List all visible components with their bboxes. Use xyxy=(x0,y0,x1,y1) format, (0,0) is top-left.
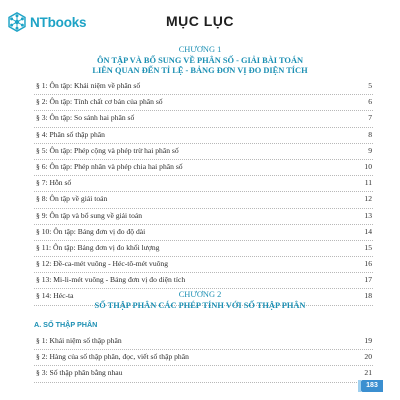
toc-item[interactable] xyxy=(34,144,373,160)
toc-item-page: 15 xyxy=(364,242,372,252)
page-number-tab: 183 xyxy=(361,380,383,392)
toc-item-page: 16 xyxy=(364,259,372,269)
toc-item-label: § 7: Hỗn số xyxy=(36,178,72,188)
chapter-2-toc-list xyxy=(34,334,373,383)
chapter-1-heading xyxy=(0,45,400,77)
toc-item-page: 10 xyxy=(364,161,372,171)
toc-item[interactable] xyxy=(34,176,373,192)
toc-item-page: 20 xyxy=(364,352,372,362)
toc-item[interactable] xyxy=(34,241,373,257)
toc-item-page: 19 xyxy=(364,336,372,345)
chapter-2-title: SỐ THẬP PHÂN CÁC PHÉP TÍNH VỚI SỐ THẬP PHÂN xyxy=(94,300,306,310)
chapter-1-title-line-2: LIÊN QUAN ĐẾN TỈ LỆ - BẢNG ĐƠN VỊ ĐO DIỆN TÍCH xyxy=(92,66,308,75)
toc-item-label: § 9: Ôn tập và bổ sung về giải toán xyxy=(36,210,143,220)
toc-item-page: 5 xyxy=(368,81,372,90)
toc-item[interactable] xyxy=(34,366,373,382)
toc-item-label: § 1: Ôn tập: Khái niệm về phân số xyxy=(36,81,141,90)
chapter-1-toc-list xyxy=(34,79,373,306)
toc-item[interactable] xyxy=(34,192,373,208)
toc-item-page: 7 xyxy=(368,113,372,123)
toc-item-label: § 3: Số thập phân bằng nhau xyxy=(36,368,123,378)
section-label-a: A. SỐ THẬP PHÂN xyxy=(34,320,98,329)
toc-item[interactable] xyxy=(34,111,373,127)
toc-item[interactable] xyxy=(34,334,373,350)
toc-item[interactable] xyxy=(34,257,373,273)
chapter-1-title-line-1: ÔN TẬP VÀ BỔ SUNG VỀ PHÂN SỐ - GIẢI BÀI TOÁN xyxy=(96,55,304,65)
toc-item-page: 17 xyxy=(364,275,372,285)
toc-item-page: 9 xyxy=(368,145,372,155)
toc-item-page: 6 xyxy=(368,97,372,107)
page-title: MỤC LỤC xyxy=(165,13,235,29)
toc-item-label: § 12: Đề-ca-mét vuông - Héc-tô-mét vuông xyxy=(36,259,169,269)
toc-item-label: § 11: Ôn tập: Bảng đơn vị đo khối lượng xyxy=(36,242,160,252)
toc-item-label: § 13: Mi-li-mét vuông - Bảng đơn vị đo diện tích xyxy=(36,275,186,285)
toc-item-page: 11 xyxy=(364,178,372,188)
chapter-1-label: CHƯƠNG 1 xyxy=(178,45,222,54)
toc-item-label: § 5: Ôn tập: Phép cộng và phép trừ hai phân số xyxy=(36,145,179,155)
toc-item-label: § 2: Ôn tập: Tính chất cơ bản của phân số xyxy=(36,97,163,107)
toc-item-page: 18 xyxy=(364,291,372,301)
toc-item-label: § 1: Khái niệm số thập phân xyxy=(36,336,122,345)
toc-item[interactable] xyxy=(34,79,373,95)
toc-item[interactable] xyxy=(34,209,373,225)
toc-item[interactable] xyxy=(34,95,373,111)
toc-item-page: 14 xyxy=(364,226,372,236)
toc-item-page: 12 xyxy=(364,194,372,204)
toc-item[interactable] xyxy=(34,128,373,144)
toc-item-page: 8 xyxy=(368,129,372,139)
toc-item-page: 21 xyxy=(364,368,372,378)
toc-item[interactable] xyxy=(34,350,373,366)
toc-item-page: 13 xyxy=(364,210,372,220)
toc-item-label: § 8: Ôn tập về giải toán xyxy=(36,194,108,204)
toc-item-label: § 6: Ôn tập: Phép nhân và phép chia hai phân số xyxy=(36,161,183,171)
toc-item[interactable] xyxy=(34,273,373,289)
toc-item-label: § 4: Phân số thập phân xyxy=(36,129,105,139)
toc-item-label: § 14: Héc-ta xyxy=(36,291,74,301)
toc-item-label: § 3: Ôn tập: So sánh hai phân số xyxy=(36,113,135,123)
toc-item[interactable] xyxy=(34,225,373,241)
chapter-2-label: CHƯƠNG 2 xyxy=(178,290,222,299)
toc-item[interactable] xyxy=(34,160,373,176)
chapter-2-heading xyxy=(0,290,400,311)
toc-item-label: § 10: Ôn tập: Bảng đơn vị đo độ dài xyxy=(36,226,146,236)
logo-text: NTbooks xyxy=(30,14,87,30)
toc-item-label: § 2: Hàng của số thập phân, đọc, viết số thập phân xyxy=(36,352,189,362)
